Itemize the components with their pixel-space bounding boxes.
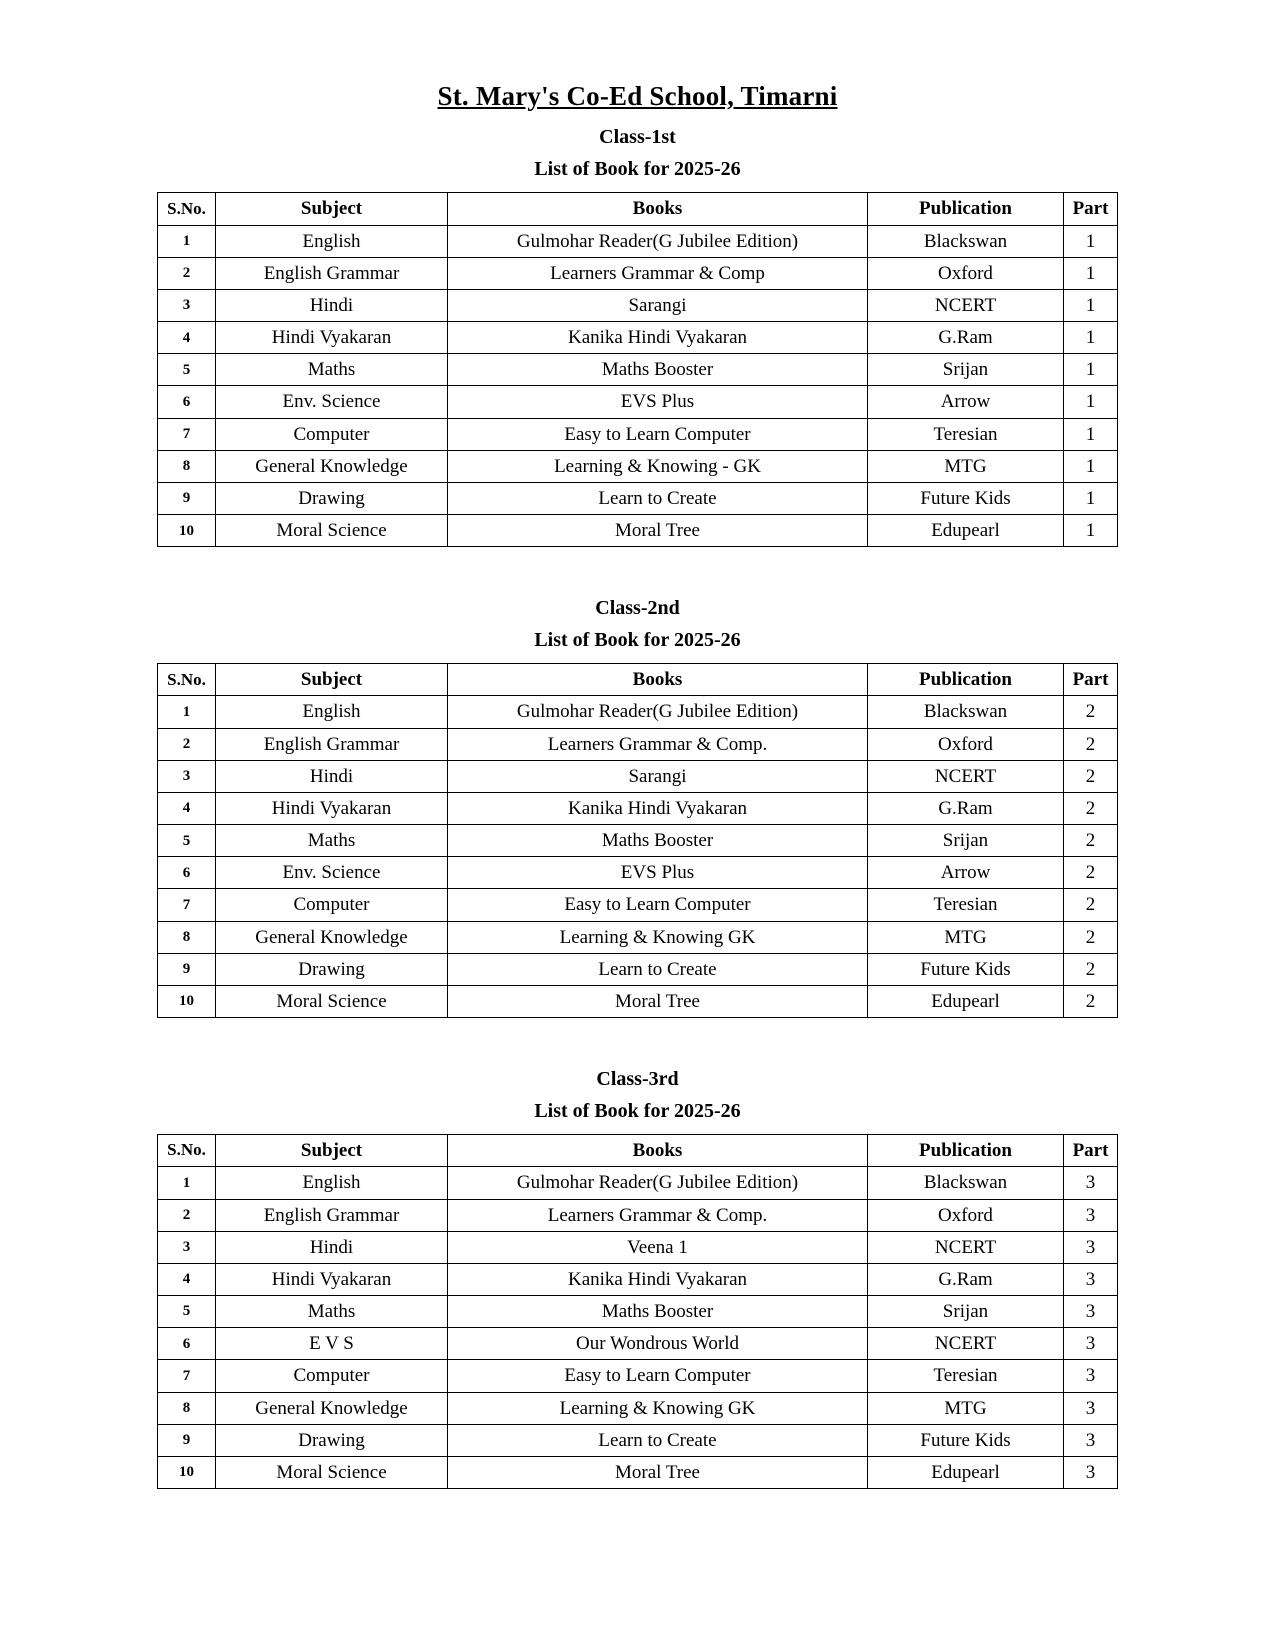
cell-sno: 5	[158, 825, 216, 857]
cell-sno: 10	[158, 515, 216, 547]
cell-part: 2	[1064, 825, 1118, 857]
cell-publication: NCERT	[868, 289, 1064, 321]
cell-subject: Computer	[216, 1360, 448, 1392]
cell-subject: Maths	[216, 354, 448, 386]
cell-part: 2	[1064, 889, 1118, 921]
cell-subject: Drawing	[216, 953, 448, 985]
cell-publication: Edupearl	[868, 986, 1064, 1018]
class-section	[96, 124, 1179, 547]
cell-sno: 8	[158, 1392, 216, 1424]
cell-books: Learn to Create	[448, 953, 868, 985]
cell-subject: Computer	[216, 418, 448, 450]
cell-books: Learning & Knowing GK	[448, 921, 868, 953]
table-row	[158, 696, 1118, 728]
table-row	[158, 889, 1118, 921]
cell-part: 3	[1064, 1199, 1118, 1231]
cell-books: Learning & Knowing GK	[448, 1392, 868, 1424]
list-subheading: List of Book for 2025-26	[534, 158, 741, 181]
cell-subject: English Grammar	[216, 257, 448, 289]
table-row	[158, 354, 1118, 386]
cell-subject: Hindi Vyakaran	[216, 1263, 448, 1295]
cell-subject: Maths	[216, 1296, 448, 1328]
column-header-part: Part	[1064, 664, 1118, 696]
cell-publication: Teresian	[868, 418, 1064, 450]
cell-subject: Moral Science	[216, 1456, 448, 1488]
cell-books: Learners Grammar & Comp.	[448, 1199, 868, 1231]
cell-books: Easy to Learn Computer	[448, 1360, 868, 1392]
cell-sno: 4	[158, 322, 216, 354]
table-row	[158, 1328, 1118, 1360]
cell-publication: Future Kids	[868, 953, 1064, 985]
cell-publication: Srijan	[868, 825, 1064, 857]
cell-subject: Drawing	[216, 1424, 448, 1456]
cell-sno: 9	[158, 1424, 216, 1456]
cell-books: Learners Grammar & Comp	[448, 257, 868, 289]
cell-part: 2	[1064, 953, 1118, 985]
cell-books: Learning & Knowing - GK	[448, 450, 868, 482]
cell-publication: Edupearl	[868, 1456, 1064, 1488]
cell-subject: Hindi	[216, 289, 448, 321]
cell-sno: 5	[158, 354, 216, 386]
column-header-publication: Publication	[868, 664, 1064, 696]
cell-part: 2	[1064, 760, 1118, 792]
cell-part: 1	[1064, 515, 1118, 547]
cell-subject: General Knowledge	[216, 1392, 448, 1424]
cell-part: 2	[1064, 728, 1118, 760]
cell-publication: Blackswan	[868, 225, 1064, 257]
column-header-part: Part	[1064, 1135, 1118, 1167]
cell-part: 2	[1064, 986, 1118, 1018]
cell-books: Kanika Hindi Vyakaran	[448, 1263, 868, 1295]
cell-sno: 1	[158, 696, 216, 728]
cell-sno: 2	[158, 1199, 216, 1231]
class-section	[96, 1066, 1179, 1489]
book-list-table	[157, 192, 1118, 547]
cell-sno: 3	[158, 289, 216, 321]
cell-books: Maths Booster	[448, 354, 868, 386]
cell-sno: 6	[158, 857, 216, 889]
cell-part: 2	[1064, 857, 1118, 889]
cell-subject: Drawing	[216, 482, 448, 514]
cell-part: 1	[1064, 418, 1118, 450]
table-row	[158, 921, 1118, 953]
cell-publication: MTG	[868, 1392, 1064, 1424]
table-row	[158, 1231, 1118, 1263]
table-row	[158, 1360, 1118, 1392]
cell-books: Kanika Hindi Vyakaran	[448, 322, 868, 354]
cell-publication: Arrow	[868, 386, 1064, 418]
cell-sno: 6	[158, 386, 216, 418]
table-header-row	[158, 1135, 1118, 1167]
page-title: St. Mary's Co-Ed School, Timarni	[437, 81, 838, 111]
cell-books: Gulmohar Reader(G Jubilee Edition)	[448, 1167, 868, 1199]
cell-part: 3	[1064, 1263, 1118, 1295]
cell-publication: Oxford	[868, 257, 1064, 289]
cell-books: Learn to Create	[448, 482, 868, 514]
cell-part: 1	[1064, 289, 1118, 321]
cell-part: 3	[1064, 1328, 1118, 1360]
column-header-part: Part	[1064, 193, 1118, 225]
class-section	[96, 595, 1179, 1018]
table-row	[158, 953, 1118, 985]
table-row	[158, 1199, 1118, 1231]
cell-publication: Blackswan	[868, 1167, 1064, 1199]
cell-part: 3	[1064, 1424, 1118, 1456]
cell-part: 3	[1064, 1456, 1118, 1488]
cell-books: Maths Booster	[448, 825, 868, 857]
cell-publication: MTG	[868, 921, 1064, 953]
cell-books: Moral Tree	[448, 986, 868, 1018]
cell-books: Veena 1	[448, 1231, 868, 1263]
column-header-books: Books	[448, 664, 868, 696]
cell-publication: G.Ram	[868, 792, 1064, 824]
cell-books: Moral Tree	[448, 515, 868, 547]
cell-part: 1	[1064, 322, 1118, 354]
cell-subject: Computer	[216, 889, 448, 921]
cell-subject: English	[216, 225, 448, 257]
table-header-row	[158, 193, 1118, 225]
cell-subject: English Grammar	[216, 728, 448, 760]
cell-sno: 2	[158, 257, 216, 289]
class-heading: Class-2nd	[595, 597, 680, 620]
cell-subject: Hindi Vyakaran	[216, 792, 448, 824]
cell-sno: 10	[158, 986, 216, 1018]
cell-sno: 2	[158, 728, 216, 760]
cell-part: 1	[1064, 386, 1118, 418]
cell-sno: 1	[158, 225, 216, 257]
cell-publication: Srijan	[868, 1296, 1064, 1328]
cell-books: Easy to Learn Computer	[448, 889, 868, 921]
cell-part: 3	[1064, 1392, 1118, 1424]
cell-books: Maths Booster	[448, 1296, 868, 1328]
table-row	[158, 1456, 1118, 1488]
cell-subject: English	[216, 696, 448, 728]
cell-publication: MTG	[868, 450, 1064, 482]
cell-subject: General Knowledge	[216, 921, 448, 953]
column-header-sno: S.No.	[158, 664, 216, 696]
cell-publication: NCERT	[868, 1231, 1064, 1263]
cell-publication: NCERT	[868, 1328, 1064, 1360]
table-header-row	[158, 664, 1118, 696]
cell-books: EVS Plus	[448, 386, 868, 418]
cell-subject: Hindi	[216, 1231, 448, 1263]
cell-part: 1	[1064, 450, 1118, 482]
column-header-books: Books	[448, 1135, 868, 1167]
cell-publication: Oxford	[868, 1199, 1064, 1231]
table-row	[158, 857, 1118, 889]
column-header-subject: Subject	[216, 193, 448, 225]
table-row	[158, 418, 1118, 450]
cell-books: EVS Plus	[448, 857, 868, 889]
table-row	[158, 289, 1118, 321]
cell-publication: Oxford	[868, 728, 1064, 760]
cell-sno: 1	[158, 1167, 216, 1199]
cell-publication: Arrow	[868, 857, 1064, 889]
cell-part: 2	[1064, 696, 1118, 728]
class-heading: Class-3rd	[596, 1068, 679, 1091]
cell-part: 3	[1064, 1167, 1118, 1199]
cell-part: 2	[1064, 921, 1118, 953]
cell-subject: Hindi Vyakaran	[216, 322, 448, 354]
list-subheading: List of Book for 2025-26	[534, 1100, 741, 1123]
cell-books: Kanika Hindi Vyakaran	[448, 792, 868, 824]
list-subheading: List of Book for 2025-26	[534, 629, 741, 652]
column-header-sno: S.No.	[158, 1135, 216, 1167]
column-header-publication: Publication	[868, 193, 1064, 225]
table-row	[158, 1263, 1118, 1295]
table-row	[158, 482, 1118, 514]
table-row	[158, 257, 1118, 289]
table-row	[158, 760, 1118, 792]
cell-subject: English Grammar	[216, 1199, 448, 1231]
cell-books: Learn to Create	[448, 1424, 868, 1456]
table-row	[158, 986, 1118, 1018]
cell-publication: Teresian	[868, 889, 1064, 921]
cell-subject: Maths	[216, 825, 448, 857]
cell-part: 1	[1064, 225, 1118, 257]
table-row	[158, 515, 1118, 547]
table-row	[158, 225, 1118, 257]
cell-publication: Future Kids	[868, 482, 1064, 514]
column-header-books: Books	[448, 193, 868, 225]
table-row	[158, 1392, 1118, 1424]
class-heading: Class-1st	[599, 126, 676, 149]
cell-books: Sarangi	[448, 289, 868, 321]
table-row	[158, 825, 1118, 857]
cell-sno: 4	[158, 1263, 216, 1295]
cell-subject: E V S	[216, 1328, 448, 1360]
cell-sno: 3	[158, 1231, 216, 1263]
cell-part: 1	[1064, 257, 1118, 289]
cell-sno: 8	[158, 450, 216, 482]
cell-publication: G.Ram	[868, 322, 1064, 354]
cell-sno: 4	[158, 792, 216, 824]
cell-publication: Teresian	[868, 1360, 1064, 1392]
cell-books: Gulmohar Reader(G Jubilee Edition)	[448, 225, 868, 257]
cell-sno: 8	[158, 921, 216, 953]
cell-subject: General Knowledge	[216, 450, 448, 482]
cell-subject: Moral Science	[216, 515, 448, 547]
table-row	[158, 1424, 1118, 1456]
cell-part: 3	[1064, 1360, 1118, 1392]
cell-part: 1	[1064, 482, 1118, 514]
table-row	[158, 386, 1118, 418]
cell-sno: 7	[158, 889, 216, 921]
cell-subject: Hindi	[216, 760, 448, 792]
cell-books: Moral Tree	[448, 1456, 868, 1488]
cell-sno: 9	[158, 482, 216, 514]
book-list-table	[157, 1134, 1118, 1489]
table-row	[158, 450, 1118, 482]
column-header-sno: S.No.	[158, 193, 216, 225]
cell-publication: Blackswan	[868, 696, 1064, 728]
cell-subject: Moral Science	[216, 986, 448, 1018]
table-row	[158, 1296, 1118, 1328]
cell-part: 2	[1064, 792, 1118, 824]
column-header-subject: Subject	[216, 664, 448, 696]
cell-sno: 10	[158, 1456, 216, 1488]
cell-part: 3	[1064, 1231, 1118, 1263]
cell-publication: Future Kids	[868, 1424, 1064, 1456]
table-row	[158, 728, 1118, 760]
table-row	[158, 322, 1118, 354]
cell-publication: NCERT	[868, 760, 1064, 792]
table-row	[158, 1167, 1118, 1199]
cell-sno: 9	[158, 953, 216, 985]
cell-subject: Env. Science	[216, 857, 448, 889]
cell-part: 1	[1064, 354, 1118, 386]
cell-sno: 7	[158, 418, 216, 450]
cell-sno: 3	[158, 760, 216, 792]
cell-books: Sarangi	[448, 760, 868, 792]
cell-sno: 6	[158, 1328, 216, 1360]
cell-part: 3	[1064, 1296, 1118, 1328]
cell-sno: 5	[158, 1296, 216, 1328]
column-header-publication: Publication	[868, 1135, 1064, 1167]
column-header-subject: Subject	[216, 1135, 448, 1167]
cell-books: Gulmohar Reader(G Jubilee Edition)	[448, 696, 868, 728]
book-list-table	[157, 663, 1118, 1018]
cell-books: Our Wondrous World	[448, 1328, 868, 1360]
cell-subject: Env. Science	[216, 386, 448, 418]
cell-publication: G.Ram	[868, 1263, 1064, 1295]
cell-publication: Srijan	[868, 354, 1064, 386]
cell-sno: 7	[158, 1360, 216, 1392]
cell-publication: Edupearl	[868, 515, 1064, 547]
cell-subject: English	[216, 1167, 448, 1199]
table-row	[158, 792, 1118, 824]
cell-books: Easy to Learn Computer	[448, 418, 868, 450]
cell-books: Learners Grammar & Comp.	[448, 728, 868, 760]
